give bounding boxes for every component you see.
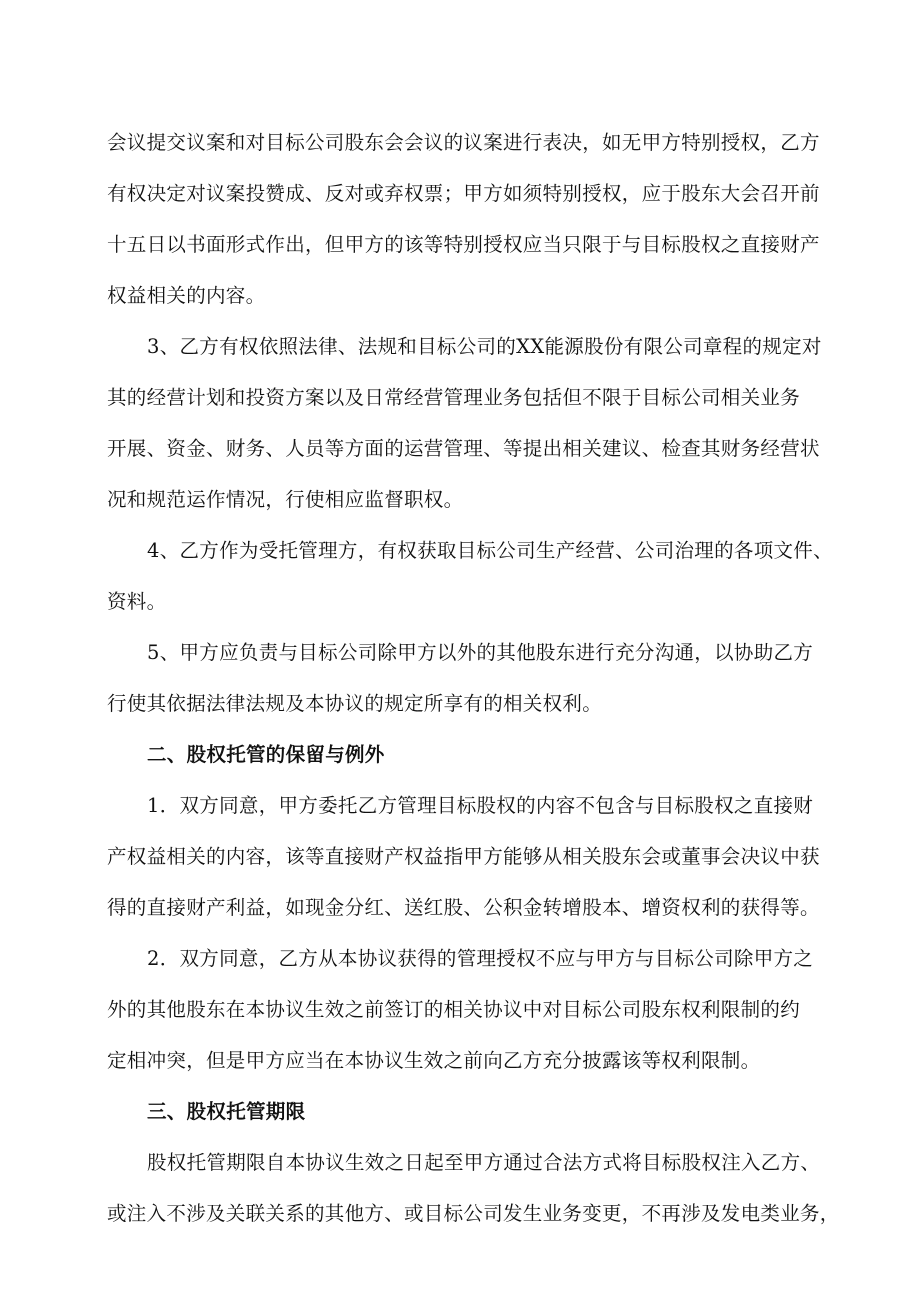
text-line: 其的经营计划和投资方案以及日常经营管理业务包括但不限于目标公司相关业务 bbox=[107, 386, 801, 409]
text-line: 产权益相关的内容，该等直接财产权益指甲方能够从相关股东会或董事会决议中获 bbox=[107, 845, 820, 868]
text-line: 得的直接财产利益，如现金分红、送红股、公积金转增股本、增资权利的获得等。 bbox=[107, 896, 820, 919]
clause-1-start: 1．双方同意，甲方委托乙方管理目标股权的内容不包含与目标股权之直接财 bbox=[147, 794, 814, 817]
text-line: 或注入不涉及关联关系的其他方、或目标公司发生业务变更，不再涉及发电类业务， bbox=[107, 1202, 840, 1225]
text-line: 况和规范运作情况，行使相应监督职权。 bbox=[107, 488, 464, 511]
text-line: 有权决定对议案投赞成、反对或弃权票；甲方如须特别授权，应于股东大会召开前 bbox=[107, 182, 820, 205]
section-heading-3: 三、股权托管期限 bbox=[147, 1100, 306, 1123]
section-heading-2: 二、股权托管的保留与例外 bbox=[147, 743, 385, 766]
paragraph-3-start: 3、乙方有权依照法律、法规和目标公司的XX能源股份有限公司章程的规定对 bbox=[147, 335, 822, 358]
text-line: 定相冲突，但是甲方应当在本协议生效之前向乙方充分披露该等权利限制。 bbox=[107, 1049, 761, 1072]
text-line: 会议提交议案和对目标公司股东会会议的议案进行表决，如无甲方特别授权，乙方 bbox=[107, 131, 820, 154]
clause-2-start: 2．双方同意，乙方从本协议获得的管理授权不应与甲方与目标公司除甲方之 bbox=[147, 947, 814, 970]
text-line: 开展、资金、财务、人员等方面的运营管理、等提出相关建议、检查其财务经营状 bbox=[107, 437, 820, 460]
paragraph-4-start: 4、乙方作为受托管理方，有权获取目标公司生产经营、公司治理的各项文件、 bbox=[147, 539, 833, 562]
text-line: 行使其依据法律法规及本协议的规定所享有的相关权利。 bbox=[107, 692, 603, 715]
text-line: 权益相关的内容。 bbox=[107, 284, 266, 307]
text-line: 十五日以书面形式作出，但甲方的该等特别授权应当只限于与目标股权之直接财产 bbox=[107, 233, 820, 256]
term-paragraph-start: 股权托管期限自本协议生效之日起至甲方通过合法方式将目标股权注入乙方、 bbox=[147, 1151, 821, 1174]
paragraph-5-start: 5、甲方应负责与目标公司除甲方以外的其他股东进行充分沟通，以协助乙方 bbox=[147, 641, 814, 664]
text-line: 资料。 bbox=[107, 590, 167, 613]
text-line: 外的其他股东在本协议生效之前签订的相关协议中对目标公司股东权利限制的约 bbox=[107, 998, 801, 1021]
